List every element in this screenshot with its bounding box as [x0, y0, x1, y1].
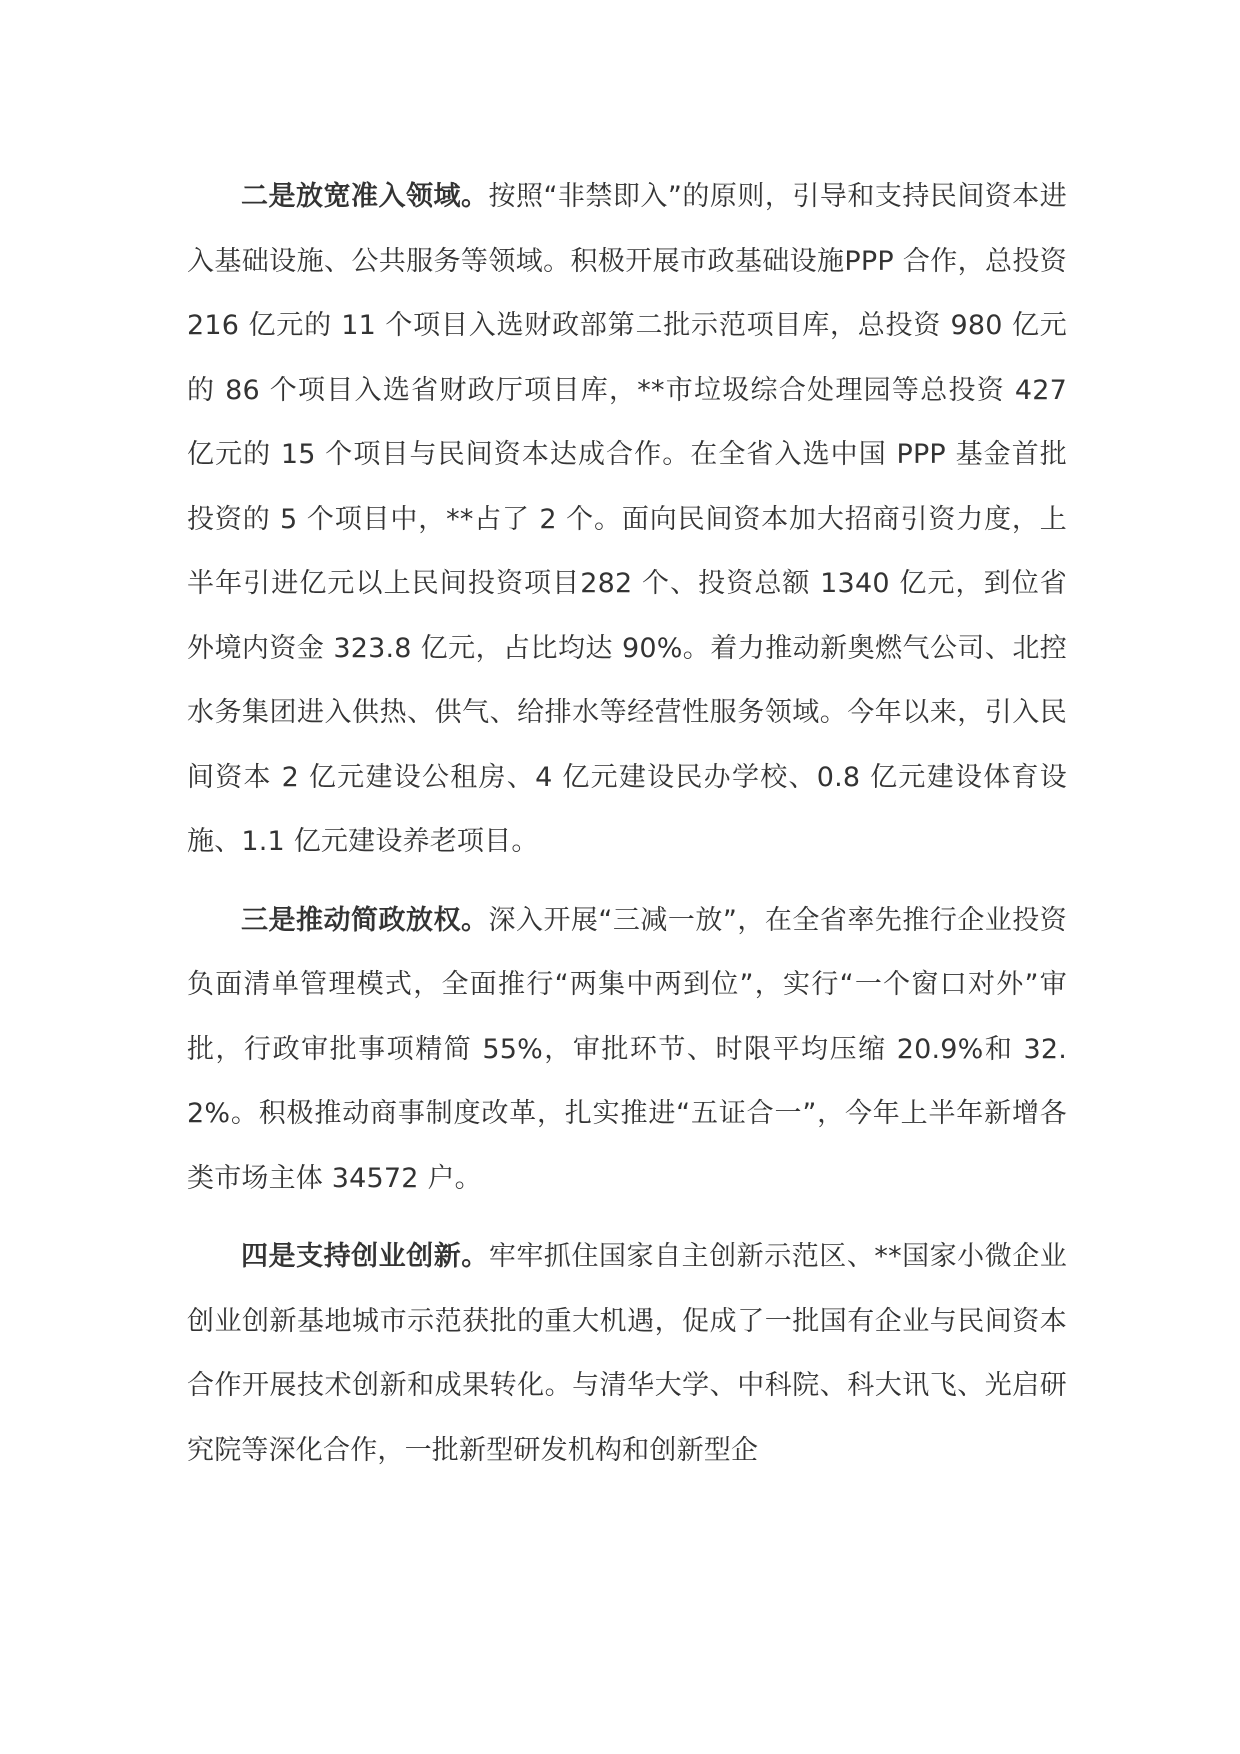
- paragraph-body: 按照“非禁即入”的原则，引导和支持民间资本进入基础设施、公共服务等领域。积极开展市政基础设施PPP 合作，总投资 216 亿元的 11 个项目入选财政部第二批示范项目库，总投资 980 亿元的 86 个项目入选省财政厅项目库，**市垃圾综合处理园等总投资 427 亿元的 15 个项目与民间资本达成合作。在全省入选中国 PPP 基金首批投资的 5 个项目中，**占了 2 个。面向民间资本加大招商引资力度，上半年引进亿元以上民间投资项目282 个、投资总额 1340 亿元，到位省外境内资金 323.8 亿元，占比均达 90%。着力推动新奥燃气公司、北控水务集团进入供热、供气、给排水等经营性服务领域。今年以来，引入民间资本 2 亿元建设公租房、4 亿元建设民办学校、0.8 亿元建设体育设施、1.1 亿元建设养老项目。: [187, 181, 1067, 857]
- paragraph-streamline-administration: [187, 889, 1067, 1212]
- document-page: [187, 165, 1067, 1497]
- paragraph-body: 深入开展“三减一放”，在全省率先推行企业投资负面清单管理模式，全面推行“两集中两到位”，实行“一个窗口对外”审批，行政审批事项精简 55%，审批环节、时限平均压缩 20.9%和 32.2%。积极推动商事制度改革，扎实推进“五证合一”，今年上半年新增各类市场主体 34572 户。: [187, 904, 1067, 1194]
- paragraph-heading: 二是放宽准入领域。: [241, 181, 489, 212]
- paragraph-heading: 四是支持创业创新。: [241, 1241, 489, 1272]
- paragraph-support-innovation: [187, 1225, 1067, 1483]
- paragraph-heading: 三是推动简政放权。: [241, 904, 489, 936]
- paragraph-body: 牢牢抓住国家自主创新示范区、**国家小微企业创业创新基地城市示范获批的重大机遇，促成了一批国有企业与民间资本合作开展技术创新和成果转化。与清华大学、中科院、科大讯飞、光启研究院等深化合作，一批新型研发机构和创新型企: [187, 1241, 1067, 1466]
- paragraph-open-access: [187, 165, 1067, 875]
